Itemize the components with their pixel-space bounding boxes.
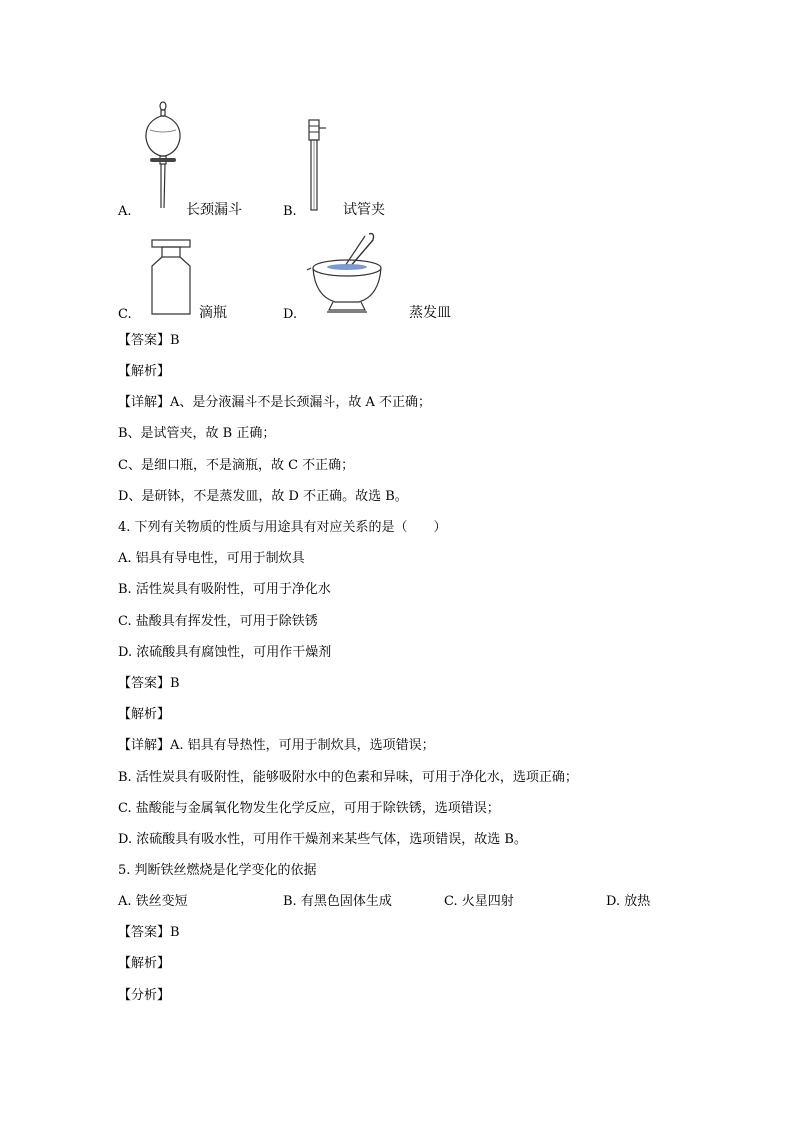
detail-text: A、是分液漏斗不是长颈漏斗，故 A 不正确； xyxy=(170,395,432,410)
q3-option-d-name: 蒸发皿 xyxy=(409,305,451,321)
q3-option-b-name: 试管夹 xyxy=(343,202,385,218)
q4-option: A. 铝具有导电性，可用于制炊具 xyxy=(118,551,305,566)
q4-detail-line: B. 活性炭具有吸附性，能够吸附水中的色素和异味，可用于净化水，选项正确； xyxy=(118,770,578,785)
q5-option: C. 火星四射 xyxy=(444,894,514,909)
q3-detail-line: C、是细口瓶，不是滴瓶，故 C 不正确； xyxy=(118,458,355,473)
q3-option-c-letter: C. xyxy=(118,307,132,322)
q3-option-d-letter: D. xyxy=(283,307,298,322)
q4-option: C. 盐酸具有挥发性，可用于除铁锈 xyxy=(118,614,318,629)
q3-analysis-tag: 【解析】 xyxy=(118,364,171,379)
answer-tag: 【答案】 xyxy=(118,676,171,691)
answer-tag: 【答案】 xyxy=(118,925,171,940)
q5-option: D. 放热 xyxy=(606,894,651,909)
detail-tag: 【详解】 xyxy=(118,395,171,410)
reagent-bottle-figure xyxy=(146,238,196,318)
q4-analysis-tag: 【解析】 xyxy=(118,707,171,722)
separatory-funnel-figure xyxy=(140,100,190,215)
q5-option: A. 铁丝变短 xyxy=(118,894,188,909)
q3-option-c-name: 滴瓶 xyxy=(199,305,227,321)
q3-detail-line xyxy=(118,395,431,411)
q3-option-a-name: 长颈漏斗 xyxy=(186,202,242,218)
q3-option-a-letter: A. xyxy=(118,204,132,219)
q4-detail-line: C. 盐酸能与金属氧化物发生化学反应，可用于除铁锈，选项错误； xyxy=(118,801,500,816)
q4-option: B. 活性炭具有吸附性，可用于净化水 xyxy=(118,582,331,597)
q4-detail-line: D. 浓硫酸具有吸水性，可用作干燥剂来某些气体，选项错误，故选 B。 xyxy=(118,832,527,847)
q4-answer xyxy=(118,676,180,692)
answer-value: B xyxy=(170,333,180,348)
detail-text: A. 铝具有导热性，可用于制炊具，选项错误； xyxy=(170,738,435,753)
q3-detail-line: B、是试管夹，故 B 正确； xyxy=(118,426,276,441)
q3-detail-line: D、是研钵，不是蒸发皿，故 D 不正确。故选 B。 xyxy=(118,489,408,504)
q5-answer xyxy=(118,925,180,941)
answer-value: B xyxy=(170,676,180,691)
mortar-pestle-figure xyxy=(303,230,393,316)
q5-breakdown-tag: 【分析】 xyxy=(118,988,171,1003)
q4-option: D. 浓硫酸具有腐蚀性，可用作干燥剂 xyxy=(118,645,332,660)
q3-answer xyxy=(118,333,180,349)
detail-tag: 【详解】 xyxy=(118,738,171,753)
test-tube-holder-figure xyxy=(300,116,330,212)
q5-option: B. 有黑色固体生成 xyxy=(283,894,392,909)
q3-option-b-letter: B. xyxy=(283,204,297,219)
q5-stem: 5. 判断铁丝燃烧是化学变化的依据 xyxy=(118,863,317,878)
answer-value: B xyxy=(170,925,180,940)
q4-detail-line xyxy=(118,738,435,754)
q4-stem: 4. 下列有关物质的性质与用途具有对应关系的是（ ） xyxy=(118,520,447,535)
answer-tag: 【答案】 xyxy=(118,333,171,348)
q5-analysis-tag: 【解析】 xyxy=(118,956,171,971)
